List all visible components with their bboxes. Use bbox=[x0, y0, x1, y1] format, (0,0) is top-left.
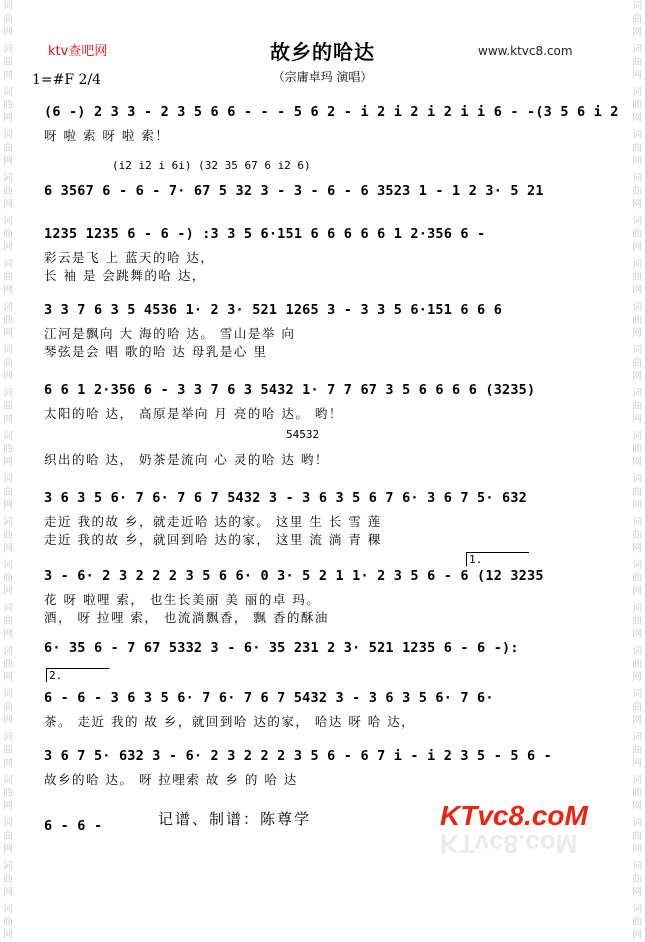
watermark-text: 词 曲 网 bbox=[3, 517, 13, 554]
logo-text: KTvc8.coM bbox=[440, 800, 588, 831]
watermark-text: 词 曲 网 bbox=[632, 302, 642, 339]
watermark-text: 词 曲 网 bbox=[3, 130, 13, 167]
watermark-right bbox=[629, 0, 645, 941]
watermark-text: 词 曲 网 bbox=[632, 130, 642, 167]
watermark-text: 词 曲 网 bbox=[632, 173, 642, 210]
notation-line: 6 6 1 2·356 6 - 3 3 7 6 3 5432 1· 7 7 67 3 5 6 6 6 6 (3235) bbox=[44, 382, 536, 398]
watermark-text: 词 曲 网 bbox=[3, 345, 13, 382]
watermark-text: 词 曲 网 bbox=[632, 345, 642, 382]
watermark-text: 词 曲 网 bbox=[632, 517, 642, 554]
watermark-text: 词 曲 网 bbox=[632, 474, 642, 511]
song-title: 故乡的哈达 bbox=[270, 40, 375, 64]
notation-line: 3 3 7 6 3 5 4536 1· 2 3· 521 1265 3 - 3 3 5 6·151 6 6 6 bbox=[44, 302, 503, 318]
watermark-text: 词 曲 网 bbox=[3, 689, 13, 726]
watermark-text: 词 曲 网 bbox=[3, 646, 13, 683]
watermark-text: 词 曲 网 bbox=[3, 302, 13, 339]
watermark-text: 词 曲 网 bbox=[3, 87, 13, 124]
lyric-line: 花 呀 啦哩 索， 也生长美丽 美 丽的卓 玛。 bbox=[44, 592, 321, 607]
notation-line: 6 3567 6 - 6 - 7· 67 5 32 3 - 3 - 6 - 6 3523 1 - 1 2 3· 5 21 bbox=[44, 183, 544, 199]
watermark-text: 词 曲 网 bbox=[632, 861, 642, 898]
footer-credit: 记谱、制谱：陈尊学 bbox=[158, 810, 312, 828]
notation-line: 3 - 6· 2 3 2 2 2 3 5 6 6· 0 3· 5 2 1 1· 2 3 5 6 - 6 (12 3235 bbox=[44, 568, 544, 584]
watermark-text: 词 曲 网 bbox=[3, 431, 13, 468]
watermark-text: 词 曲 网 bbox=[632, 646, 642, 683]
watermark-text: 词 曲 网 bbox=[3, 474, 13, 511]
site-url[interactable]: www.ktvc8.com bbox=[478, 44, 573, 58]
watermark-text: 词 曲 网 bbox=[632, 431, 642, 468]
ornament-notes: 54532 bbox=[286, 428, 320, 441]
watermark-left bbox=[0, 0, 16, 941]
watermark-text: 词 曲 网 bbox=[632, 904, 642, 941]
watermark-text: 词 曲 网 bbox=[3, 388, 13, 425]
brand-label[interactable]: ktv查吧网 bbox=[48, 44, 108, 59]
watermark-text: 词 曲 网 bbox=[632, 560, 642, 597]
lyric-line-2: 走近 我的故 乡，就回到哈 达的家， 这里 流 淌 青 稞 bbox=[44, 532, 382, 547]
watermark-text: 词 曲 网 bbox=[3, 818, 13, 855]
watermark-text: 词 曲 网 bbox=[632, 388, 642, 425]
lyric-line: 走近 我的故 乡，就走近哈 达的家。 这里 生 长 雪 莲 bbox=[44, 514, 382, 529]
watermark-text: 词 曲 网 bbox=[3, 560, 13, 597]
watermark-text: 词 曲 网 bbox=[632, 603, 642, 640]
lyric-line-2: 琴弦是会 唱 歌的哈 达 母乳是心 里 bbox=[44, 344, 268, 359]
lyric-line: 故乡的哈 达。 呀 拉哩索 故 乡 的 哈 达 bbox=[44, 772, 298, 787]
logo-reflection: KTvc8.coM bbox=[440, 829, 578, 859]
watermark-text: 词 曲 网 bbox=[3, 732, 13, 769]
watermark-text: 词 曲 网 bbox=[3, 1, 13, 38]
lyric-line-2: 酒， 呀 拉哩 索， 也流淌飘香， 飘 香的酥油 bbox=[44, 610, 329, 625]
lyric-line: 江河是飘向 大 海的哈 达。 雪山是举 向 bbox=[44, 326, 296, 341]
watermark-text: 词 曲 网 bbox=[632, 732, 642, 769]
notation-line: 3 6 7 5· 632 3 - 6· 2 3 2 2 2 3 5 6 - 6 7 i - i 2 3 5 - 5 6 - bbox=[44, 748, 552, 764]
watermark-text: 词 曲 网 bbox=[632, 1, 642, 38]
volta-marker: 2. bbox=[46, 668, 109, 682]
lyric-line-2: 长 袖 是 会跳舞的哈 达， bbox=[44, 268, 206, 283]
singer-credit: （宗庸卓玛 演唱） bbox=[272, 70, 373, 84]
watermark-text: 词 曲 网 bbox=[3, 603, 13, 640]
watermark-text: 词 曲 网 bbox=[632, 44, 642, 81]
watermark-text: 词 曲 网 bbox=[3, 861, 13, 898]
watermark-text: 词 曲 网 bbox=[3, 173, 13, 210]
watermark-text: 词 曲 网 bbox=[632, 87, 642, 124]
key-signature: 1=#F 2/4 bbox=[32, 72, 102, 88]
watermark-text: 词 曲 网 bbox=[3, 44, 13, 81]
watermark-text: 词 曲 网 bbox=[632, 775, 642, 812]
notation-line: 3 6 3 5 6· 7 6· 7 6 7 5432 3 - 3 6 3 5 6 7 6· 3 6 7 5· 632 bbox=[44, 490, 528, 506]
lyric-line: 织出的哈 达， 奶茶是流向 心 灵的哈 达 哟！ bbox=[44, 452, 329, 467]
notation-line: 6 - 6 - 3 6 3 5 6· 7 6· 7 6 7 5432 3 - 3 6 3 5 6· 7 6· bbox=[44, 690, 494, 706]
volta-marker: 1. bbox=[466, 552, 529, 566]
watermark-text: 词 曲 网 bbox=[3, 259, 13, 296]
watermark-text: 词 曲 网 bbox=[3, 904, 13, 941]
lyric-line: 彩云是飞 上 蓝天的哈 达， bbox=[44, 250, 215, 265]
watermark-text: 词 曲 网 bbox=[3, 775, 13, 812]
lyric-line: 呀 啦 索 呀 啦 索！ bbox=[44, 128, 170, 143]
watermark-text: 词 曲 网 bbox=[632, 216, 642, 253]
notation-line: 6· 35 6 - 7 67 5332 3 - 6· 35 231 2 3· 521 1235 6 - 6 -): bbox=[44, 640, 519, 656]
lyric-line: 茶。 走近 我的 故 乡，就回到哈 达的家， 哈达 呀 哈 达， bbox=[44, 714, 416, 729]
watermark-text: 词 曲 网 bbox=[632, 259, 642, 296]
watermark-text: 词 曲 网 bbox=[632, 818, 642, 855]
notation-line: (6 -) 2 3 3 - 2 3 5 6 6 - - - 5 6 2 - i 2 i 2 i 2 i i 6 - -(3 5 6 i 2 bbox=[44, 104, 619, 120]
notation-line: 1235 1235 6 - 6 -) :3 3 5 6·151 6 6 6 6 6 1 2·356 6 - bbox=[44, 226, 486, 242]
watermark-text: 词 曲 网 bbox=[3, 216, 13, 253]
ornament-notes: (i2 i2 i 6i) (32 35 67 6 i2 6) bbox=[112, 159, 311, 172]
watermark-text: 词 曲 网 bbox=[632, 689, 642, 726]
lyric-line: 太阳的哈 达， 高原是举向 月 亮的哈 达。 哟！ bbox=[44, 406, 343, 421]
notation-line: 6 - 6 - bbox=[44, 818, 103, 834]
